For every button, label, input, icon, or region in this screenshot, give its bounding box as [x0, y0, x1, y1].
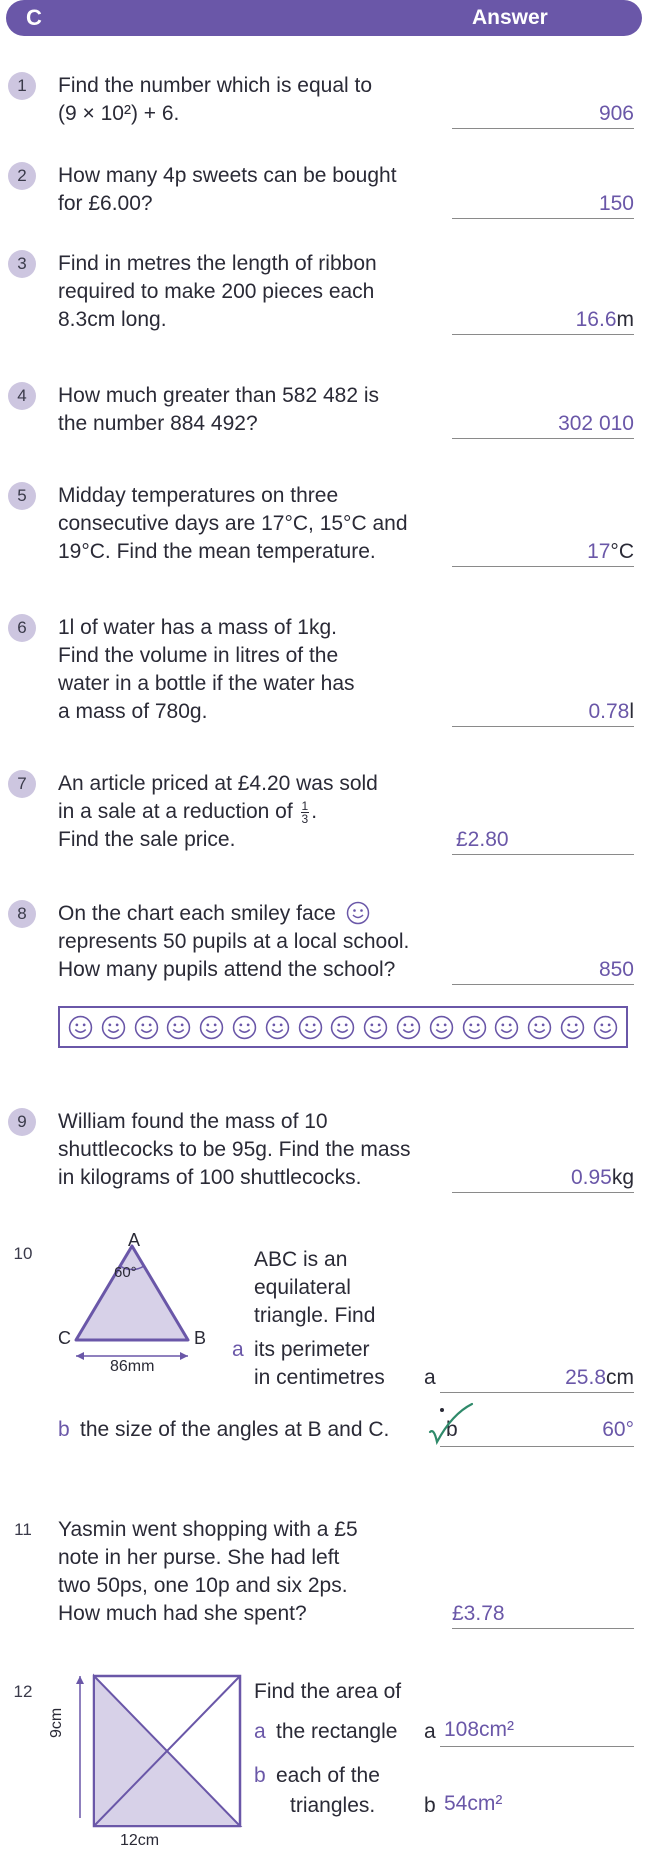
question-text-line: (9 × 10²) + 6.	[58, 102, 180, 125]
question-number: 3	[8, 250, 36, 278]
question-text-line: required to make 200 pieces each	[58, 280, 375, 303]
text-fragment: in a sale at a reduction of	[58, 800, 293, 823]
question-number: 6	[8, 614, 36, 642]
question-text-line	[58, 798, 317, 826]
question-text-line: represents 50 pupils at a local school.	[58, 930, 410, 953]
answer-value	[571, 1166, 634, 1190]
answer-marker: b	[446, 1418, 458, 1441]
question-text-line: Midday temperatures on three	[58, 484, 339, 507]
question-text-line: water in a bottle if the water has	[58, 672, 355, 695]
answer-line	[440, 1746, 634, 1747]
part-letter: b	[58, 1418, 70, 1441]
question-text-line: for £6.00?	[58, 192, 153, 215]
answer-line	[452, 334, 634, 335]
answer-unit: cm	[606, 1366, 634, 1389]
text-fragment: .	[311, 800, 318, 823]
smiley-face-icon	[265, 1015, 290, 1040]
question-text-line: in kilograms of 100 shuttlecocks.	[58, 1166, 362, 1189]
question-text-line: triangles.	[290, 1794, 376, 1817]
tick-mark-icon	[424, 1402, 476, 1450]
fraction-numerator: 1	[301, 798, 309, 813]
smiley-face-icon	[346, 901, 370, 925]
answer-line	[452, 854, 634, 855]
height-label: 9cm	[48, 1707, 65, 1738]
smiley-face-icon	[494, 1015, 519, 1040]
answer-line	[452, 726, 634, 727]
answer-value	[587, 540, 634, 564]
question-text-line: Yasmin went shopping with a £5	[58, 1518, 358, 1541]
question-text-line: 19°C. Find the mean temperature.	[58, 540, 376, 563]
question-number: 4	[8, 382, 36, 410]
question-text-line: consecutive days are 17°C, 15°C and	[58, 512, 408, 535]
smiley-face-icon	[396, 1015, 421, 1040]
answer-value	[576, 308, 634, 332]
question-number: 12	[13, 1682, 33, 1701]
fraction	[301, 800, 310, 825]
question-text-line: note in her purse. She had left	[58, 1546, 340, 1569]
question-text-line: Find the area of	[254, 1680, 402, 1703]
answer-number: 0.95	[570, 1166, 612, 1189]
question-text-line: William found the mass of 10	[58, 1110, 328, 1133]
smiley-face-icon	[363, 1015, 388, 1040]
question-text-line: its perimeter	[254, 1338, 370, 1361]
smiley-face-icon	[68, 1015, 93, 1040]
width-label: 12cm	[120, 1832, 160, 1849]
question-text-line: How many pupils attend the school?	[58, 958, 396, 981]
question-number: 10	[13, 1244, 33, 1263]
answer-number: 17	[587, 540, 611, 563]
question-text-line: the number 884 492?	[58, 412, 258, 435]
answer-unit: l	[629, 700, 634, 723]
question-text-line: Find the sale price.	[58, 828, 236, 851]
question-text-line: the rectangle	[276, 1720, 398, 1743]
answer-value	[565, 1366, 634, 1390]
question-number: 9	[8, 1108, 36, 1136]
smiley-face-icon	[527, 1015, 552, 1040]
answer-value: 150	[598, 192, 634, 215]
question-number: 2	[8, 162, 36, 190]
question-text-line: How much had she spent?	[58, 1602, 307, 1625]
answer-line	[452, 984, 634, 985]
question-text-line: each of the	[276, 1764, 380, 1787]
angle-label: 60°	[114, 1264, 137, 1281]
question-number: 7	[8, 770, 36, 798]
question-text-line: ABC is an	[254, 1248, 348, 1271]
question-text-line: How many 4p sweets can be bought	[58, 164, 397, 187]
answer-marker: a	[424, 1366, 436, 1389]
answer-value	[588, 700, 634, 724]
answer-marker: b	[424, 1794, 436, 1817]
question-number: 5	[8, 482, 36, 510]
answer-unit: kg	[611, 1166, 634, 1189]
part-letter: a	[232, 1338, 244, 1361]
answer-number: 16.6	[575, 308, 617, 331]
answer-line	[452, 128, 634, 129]
question-text-line: two 50ps, one 10p and six 2ps.	[58, 1574, 348, 1597]
question-text-line: 1l of water has a mass of 1kg.	[58, 616, 337, 639]
answer-value: £3.78	[452, 1602, 505, 1625]
smiley-face-icon	[166, 1015, 191, 1040]
smiley-face-icon	[232, 1015, 257, 1040]
answer-value: £2.80	[456, 828, 509, 851]
text-fragment: On the chart each smiley face	[58, 902, 336, 925]
answer-marker: a	[424, 1720, 436, 1743]
vertex-label-c: C	[58, 1328, 71, 1348]
answer-value: 906	[598, 102, 634, 125]
answer-value: 302 010	[558, 412, 634, 435]
smiley-face-icon	[101, 1015, 126, 1040]
smiley-face-icon	[462, 1015, 487, 1040]
answer-line	[452, 566, 634, 567]
answer-line	[452, 1192, 634, 1193]
part-letter: b	[254, 1764, 266, 1787]
base-length-label: 86mm	[110, 1358, 155, 1375]
question-number: 8	[8, 900, 36, 928]
answer-unit: m	[616, 308, 634, 331]
answer-value: 60°	[602, 1418, 634, 1441]
question-text-line: Find the number which is equal to	[58, 74, 373, 97]
question-text-line: shuttlecocks to be 95g. Find the mass	[58, 1138, 411, 1161]
vertex-label-b: B	[194, 1328, 207, 1348]
part-letter: a	[254, 1720, 266, 1743]
fraction-denominator: 3	[301, 811, 309, 826]
answer-number: 25.8	[565, 1366, 606, 1389]
answer-line	[452, 218, 634, 219]
section-header	[6, 0, 642, 36]
answer-line	[452, 1628, 634, 1629]
question-text-line: Find the volume in litres of the	[58, 644, 339, 667]
question-number: 11	[14, 1520, 32, 1539]
smiley-face-icon	[429, 1015, 454, 1040]
answer-number: 0.78	[588, 700, 630, 723]
question-text-line: equilateral	[254, 1276, 351, 1299]
answer-value: 108cm²	[444, 1718, 515, 1741]
question-text-line: 8.3cm long.	[58, 308, 167, 331]
question-text-line: the size of the angles at B and C.	[80, 1418, 390, 1441]
rectangle-diagram	[44, 1668, 244, 1828]
question-text-line: a mass of 780g.	[58, 700, 208, 723]
smiley-face-icon	[593, 1015, 618, 1040]
smiley-face-icon	[330, 1015, 355, 1040]
answer-column-label: Answer	[472, 6, 548, 29]
question-text-line: in centimetres	[254, 1366, 385, 1389]
pictogram-chart	[58, 1006, 628, 1048]
smiley-face-icon	[199, 1015, 224, 1040]
question-text-line: Find in metres the length of ribbon	[58, 252, 377, 275]
answer-value: 850	[598, 958, 634, 981]
answer-line	[440, 1392, 634, 1393]
question-text-line: An article priced at £4.20 was sold	[58, 772, 378, 795]
question-text-line: How much greater than 582 482 is	[58, 384, 380, 407]
smiley-face-icon	[560, 1015, 585, 1040]
question-number: 1	[8, 72, 36, 100]
question-text-line	[58, 900, 370, 928]
vertex-label-a: A	[128, 1230, 141, 1250]
question-text-line: triangle. Find	[254, 1304, 376, 1327]
answer-value: 54cm²	[444, 1792, 503, 1815]
answer-line	[452, 438, 634, 439]
answer-unit: °C	[610, 540, 634, 563]
smiley-face-icon	[298, 1015, 323, 1040]
section-letter: C	[26, 5, 42, 30]
smiley-face-icon	[134, 1015, 159, 1040]
